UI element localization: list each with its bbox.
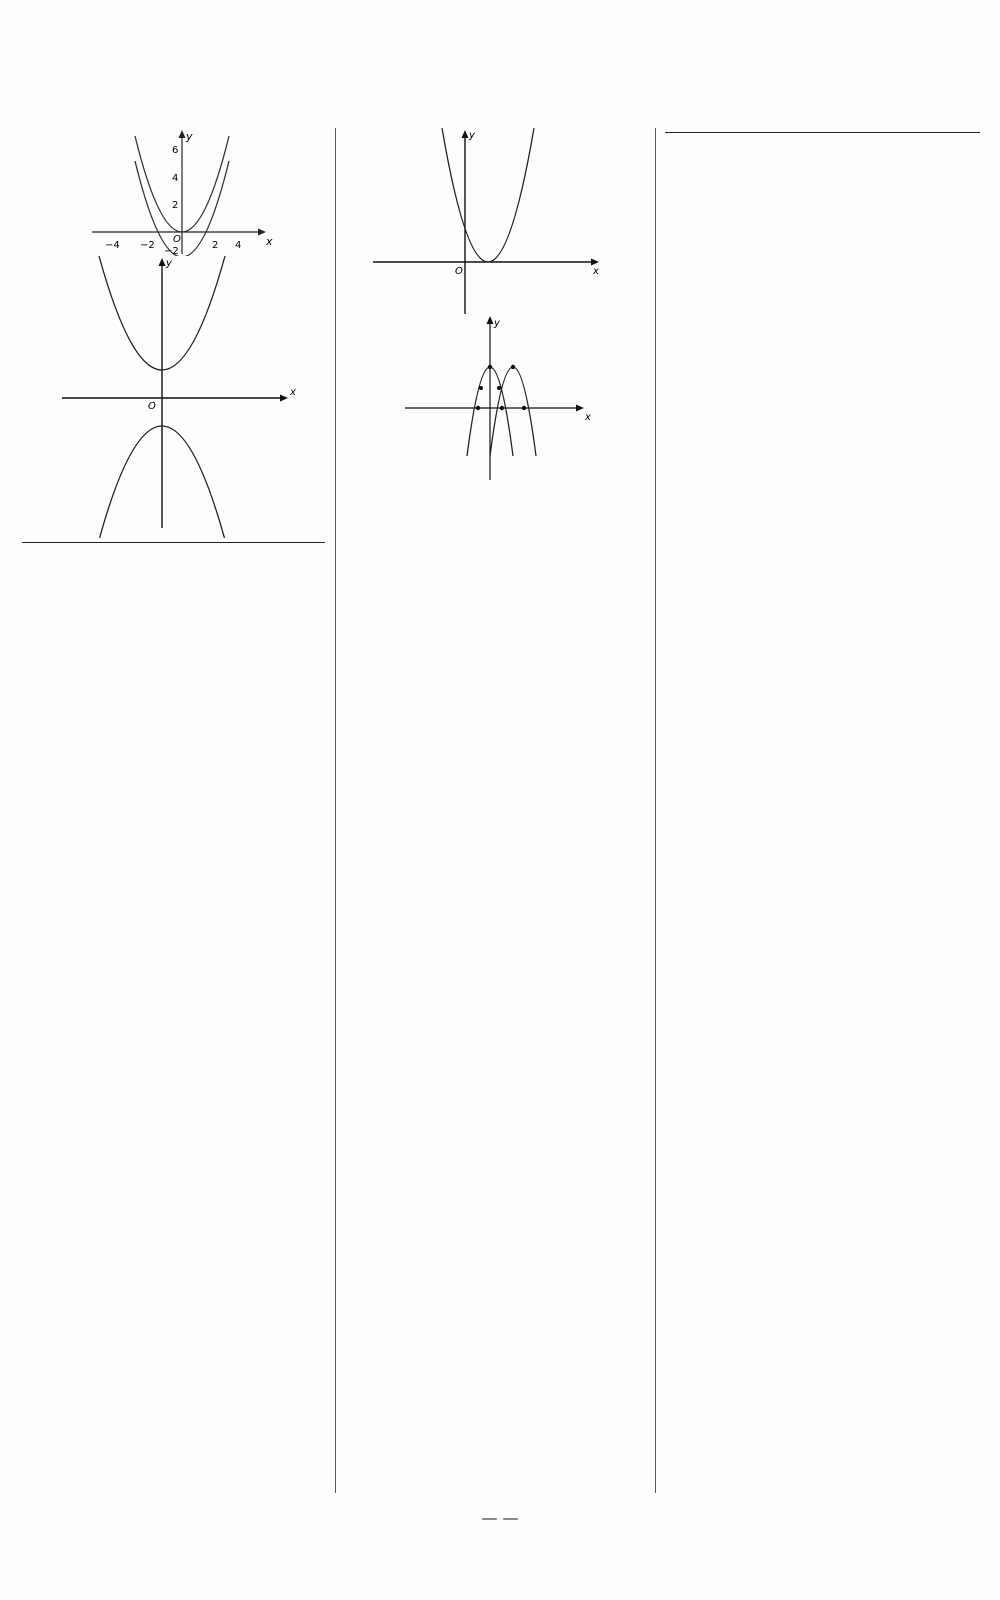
svg-text:6: 6 — [172, 145, 179, 156]
svg-text:O: O — [455, 266, 463, 277]
svg-text:y: y — [166, 258, 172, 269]
svg-text:2: 2 — [172, 200, 179, 211]
page-number: — — — [481, 1508, 519, 1527]
figure-8-graph — [345, 128, 645, 316]
svg-text:−2: −2 — [164, 246, 179, 256]
svg-text:y: y — [469, 130, 475, 141]
figure-9-graph — [345, 316, 645, 484]
svg-text:x: x — [585, 412, 591, 423]
svg-text:x: x — [266, 235, 273, 248]
svg-text:x: x — [593, 266, 599, 277]
svg-text:y: y — [186, 130, 193, 143]
lesson-title — [22, 542, 325, 548]
svg-text:O: O — [148, 401, 156, 412]
column-divider — [335, 128, 336, 1493]
svg-text:x: x — [290, 387, 296, 398]
figure-10-graph — [22, 128, 322, 256]
svg-text:2: 2 — [212, 240, 219, 251]
figure-11-graph — [22, 256, 322, 538]
column-2 — [345, 128, 645, 484]
column-1 — [22, 128, 325, 548]
svg-text:y: y — [494, 318, 500, 329]
lesson-title — [665, 132, 980, 138]
svg-text:4: 4 — [172, 173, 179, 184]
svg-text:4: 4 — [235, 240, 242, 251]
column-divider — [655, 128, 656, 1493]
svg-text:−2: −2 — [140, 240, 155, 251]
corner-logo — [812, 1532, 987, 1592]
column-3 — [665, 128, 980, 138]
svg-text:O: O — [173, 234, 181, 245]
svg-text:−4: −4 — [105, 240, 120, 251]
